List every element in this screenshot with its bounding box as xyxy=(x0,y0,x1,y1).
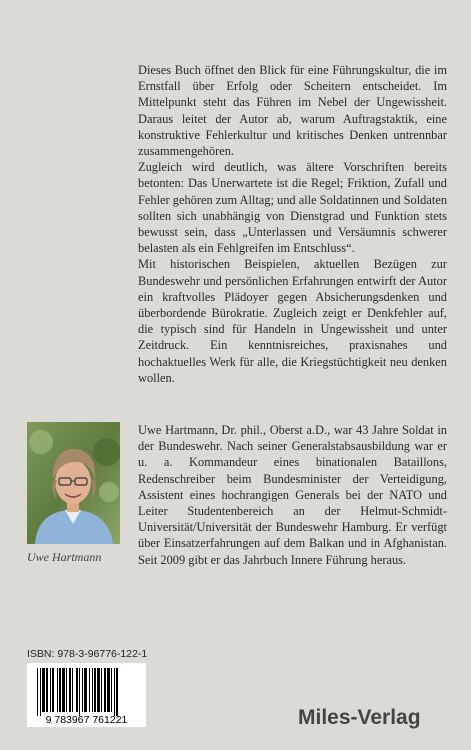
author-bio xyxy=(138,422,447,568)
blurb-paragraph-3: Mit historischen Beispielen, aktuellen Bezügen zur Bundeswehr und persönlichen Erfahrungen entwirft der Autor ein kraftvolles Plädoyer gegen Absicherungsdenken und überbordende Bürokratie. Zugleich zeigt er Denkfehler auf, die typisch sind für Handeln in Ungewissheit und unter Zeitdruck. Ein kenntnisreiches, praxisnahes und hochaktuelles Werk für alle, die Kriegstüchtigkeit neu denken wollen. xyxy=(138,257,447,385)
barcode-bar xyxy=(59,668,61,712)
barcode-bar xyxy=(66,668,67,712)
barcode-bar xyxy=(62,668,65,712)
barcode-bar xyxy=(50,668,51,712)
barcode-bar xyxy=(82,668,83,712)
barcode-bar xyxy=(114,668,115,716)
author-bio-text: Uwe Hartmann, Dr. phil., Oberst a.D., war 43 Jahre Soldat in der Bundeswehr. Nach seiner Generalstabsausbildung war er u. a. Kommandeur eines binationalen Bataillons, Redenschreiber beim Bundesminister der Verteidigung, Assistent eines hochrangigen Generals bei der NATO und Leiter Studentenbereich an der Helmut-Schmidt-Universität/Universität der Bundeswehr Hamburg. Er verfügt über Einsatzerfahrungen auf dem Balkan und in Afghanistan. Seit 2009 gibt er das Jahrbuch Innere Führung heraus. xyxy=(138,423,447,567)
barcode-bar xyxy=(40,668,41,716)
barcode-bar xyxy=(76,668,78,712)
barcode-bar xyxy=(42,668,45,712)
barcode-bar xyxy=(46,668,48,712)
isbn-text: ISBN: 978-3-96776-122-1 xyxy=(27,648,148,660)
barcode-image xyxy=(28,664,145,726)
author-photo xyxy=(27,422,120,544)
barcode-digits: 9 783967 761221 xyxy=(45,714,128,726)
barcode xyxy=(27,663,146,727)
barcode-bar xyxy=(79,668,80,716)
barcode-bar xyxy=(92,668,93,712)
barcode-bar xyxy=(84,668,87,712)
barcode-bar xyxy=(52,668,54,712)
barcode-bar xyxy=(57,668,58,712)
barcode-bar xyxy=(89,668,90,712)
barcode-bar xyxy=(72,668,73,712)
barcode-bar xyxy=(107,668,110,712)
barcode-bar xyxy=(97,668,100,712)
barcode-bar xyxy=(116,668,118,716)
barcode-bar xyxy=(37,668,38,716)
barcode-bar xyxy=(69,668,71,712)
publisher-logo: Miles-Verlag xyxy=(298,706,421,729)
barcode-bar xyxy=(111,668,112,712)
barcode-bar xyxy=(104,668,106,712)
blurb-text xyxy=(138,62,447,386)
photo-caption: Uwe Hartmann xyxy=(27,550,102,564)
author-portrait-image xyxy=(27,422,120,544)
barcode-bar xyxy=(101,668,102,712)
blurb-paragraph-1: Dieses Buch öffnet den Blick für eine Führungskultur, die im Ernstfall über Erfolg oder Scheitern entscheidet. Im Mittelpunkt steht das Führen im Nebel der Ungewissheit. Daraus leitet der Autor ab, warum Auftragstaktik, eine konstruktive Fehlerkultur und kritisches Denken untrennbar zusammengehören. xyxy=(138,63,447,159)
blurb-paragraph-2: Zugleich wird deutlich, was ältere Vorschriften bereits betonten: Das Unerwartete ist die Regel; Friktion, Zufall und Fehler gehören zum Alltag; und alle Soldatinnen und Soldaten sollten sich unabhängig von Dienstgrad und Funktion stets bewusst sein, dass „Unterlassen und Versäumnis schwerer belasten als ein Fehlgreifen im Entschluss“. xyxy=(138,160,448,256)
barcode-bar xyxy=(94,668,96,712)
